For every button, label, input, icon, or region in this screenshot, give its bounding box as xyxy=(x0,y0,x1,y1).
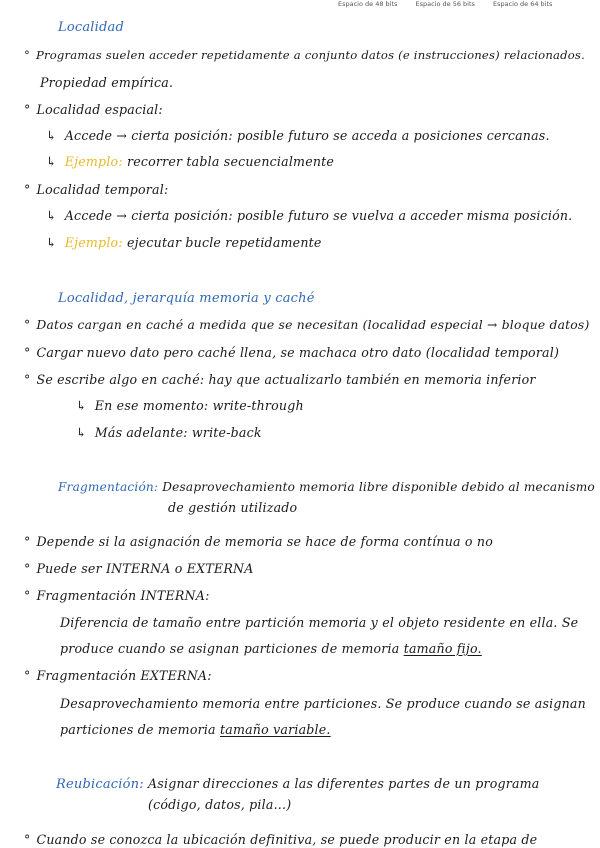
s3-definition-cont: de gestión utilizado xyxy=(168,500,298,515)
s3-b4-variable-size: tamaño variable. xyxy=(219,722,331,737)
s4-definition-cont: (código, datos, pila...) xyxy=(148,797,292,812)
s3-bullet-4 xyxy=(24,668,212,683)
s3-bullet-3 xyxy=(24,588,210,603)
header-label-56: Espacio de 56 bits xyxy=(415,0,475,8)
s4-bullet-1-text: Cuando se conozca la ubicación definitiva, se puede producir en la etapa de xyxy=(36,832,538,847)
s1-b3-sub-1-text: Accede → cierta posición: posible futuro se vuelva a acceder misma posición. xyxy=(64,208,573,223)
s1-bullet-1-text: Programas suelen acceder repetidamente a conjunto datos (e instrucciones) relacionados. xyxy=(36,48,585,62)
section-title-jerarquia: Localidad, jerarquía memoria y caché xyxy=(58,291,315,306)
s2-b3-sub-1-text: En ese momento: write-through xyxy=(94,398,304,413)
s3-bullet-1 xyxy=(24,534,493,549)
s3-definition: Desaprovechamiento memoria libre disponible debido al mecanismo xyxy=(162,480,595,494)
bullet-icon: ° xyxy=(24,588,31,603)
s4-definition: Asignar direcciones a las diferentes partes de un programa xyxy=(148,776,540,791)
example-label: Ejemplo: xyxy=(64,235,123,250)
s3-bullet-2 xyxy=(24,561,254,576)
arrow-icon: ↳ xyxy=(46,208,57,223)
bullet-icon: ° xyxy=(24,345,31,360)
arrow-icon: ↳ xyxy=(76,398,87,413)
bullet-icon: ° xyxy=(24,561,31,576)
s3-b3-fixed-size: tamaño fijo. xyxy=(403,641,482,656)
bullet-icon: ° xyxy=(24,534,31,549)
header-label-64: Espacio de 64 bits xyxy=(493,0,553,8)
s3-title-line xyxy=(58,480,595,494)
s2-bullet-1 xyxy=(24,318,589,332)
s3-bullet-1-text: Depende si la asignación de memoria se hace de forma contínua o no xyxy=(36,534,494,549)
s3-b3-paragraph-1: Diferencia de tamaño entre partición memoria y el objeto residente en ella. Se xyxy=(60,615,579,630)
section-title-localidad: Localidad xyxy=(58,20,125,35)
bullet-icon: ° xyxy=(24,668,31,683)
section-title-reubicacion: Reubicación: xyxy=(56,777,144,792)
s1-b2-sub-1 xyxy=(46,128,550,143)
s2-b3-sub-2 xyxy=(76,425,262,440)
bullet-icon: ° xyxy=(24,182,31,197)
s2-b3-sub-2-text: Más adelante: write-back xyxy=(94,425,262,440)
s3-b4-paragraph-2-text: particiones de memoria xyxy=(60,722,216,737)
s1-b3-sub-1 xyxy=(46,208,572,223)
bullet-icon: ° xyxy=(24,318,31,332)
header-label-48: Espacio de 48 bits xyxy=(338,0,398,8)
page-header-labels xyxy=(338,0,568,8)
s3-bullet-2-text: Puede ser INTERNA o EXTERNA xyxy=(36,561,254,576)
arrow-icon: ↳ xyxy=(46,128,57,143)
s1-bullet-1-cont: Propiedad empírica. xyxy=(40,75,174,90)
s3-b4-paragraph-2 xyxy=(60,722,331,737)
s4-bullet-1 xyxy=(24,832,537,847)
s1-bullet-2-text: Localidad espacial: xyxy=(36,102,163,117)
s1-b3-example-text: ejecutar bucle repetidamente xyxy=(127,235,322,250)
s3-b4-paragraph-1: Desaprovechamiento memoria entre particiones. Se produce cuando se asignan xyxy=(60,696,586,711)
bullet-icon: ° xyxy=(24,102,31,117)
s2-bullet-3-text: Se escribe algo en caché: hay que actualizarlo también en memoria inferior xyxy=(36,372,536,387)
s3-bullet-4-text: Fragmentación EXTERNA: xyxy=(36,668,212,683)
s2-bullet-2-text: Cargar nuevo dato pero caché llena, se machaca otro dato (localidad temporal) xyxy=(36,345,560,360)
s3-bullet-3-text: Fragmentación INTERNA: xyxy=(36,588,210,603)
arrow-icon: ↳ xyxy=(76,425,87,440)
s1-b2-example xyxy=(46,154,334,169)
arrow-icon: ↳ xyxy=(46,154,57,169)
s4-title-line xyxy=(56,776,540,792)
s2-bullet-3 xyxy=(24,372,536,387)
bullet-icon: ° xyxy=(24,832,31,847)
s2-b3-sub-1 xyxy=(76,398,304,413)
s1-b3-example xyxy=(46,235,322,250)
example-label: Ejemplo: xyxy=(64,154,123,169)
s2-bullet-1-text: Datos cargan en caché a medida que se necesitan (localidad especial → bloque datos) xyxy=(36,318,590,332)
s1-b2-sub-1-text: Accede → cierta posición: posible futuro se acceda a posiciones cercanas. xyxy=(64,128,550,143)
s1-b2-example-text: recorrer tabla secuencialmente xyxy=(127,154,335,169)
s2-bullet-2 xyxy=(24,345,559,360)
section-title-fragmentacion: Fragmentación: xyxy=(58,480,159,494)
s3-b3-paragraph-2 xyxy=(60,641,482,656)
s1-bullet-3-text: Localidad temporal: xyxy=(36,182,169,197)
arrow-icon: ↳ xyxy=(46,235,57,250)
bullet-icon: ° xyxy=(24,48,30,62)
s3-b3-paragraph-2-text: produce cuando se asignan particiones de memoria xyxy=(60,641,400,656)
bullet-icon: ° xyxy=(24,372,31,387)
s1-bullet-1 xyxy=(24,48,585,62)
s1-bullet-2 xyxy=(24,102,163,117)
s1-bullet-3 xyxy=(24,182,168,197)
